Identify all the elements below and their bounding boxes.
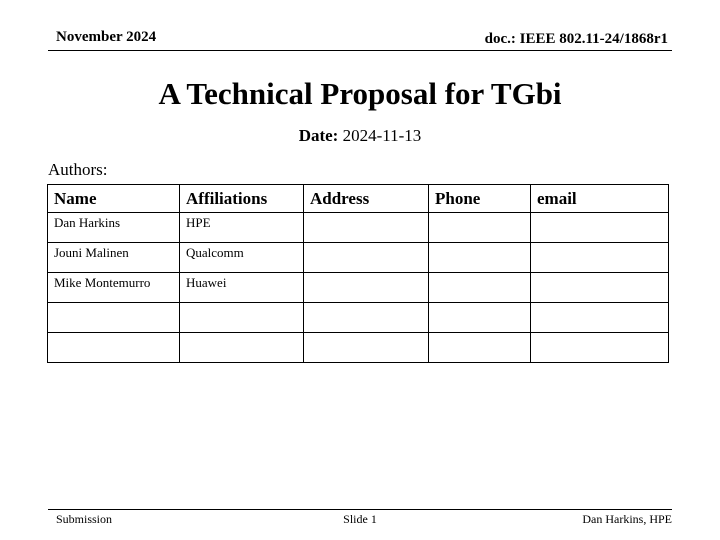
column-header-phone: Phone xyxy=(429,185,531,213)
author-email-cell xyxy=(531,303,669,333)
footer-slide-number: Slide 1 xyxy=(343,512,377,526)
header-doc-id: doc.: IEEE 802.11-24/1868r1 xyxy=(484,31,668,47)
author-address-cell xyxy=(304,333,429,363)
column-header-address: Address xyxy=(304,185,429,213)
table-row xyxy=(48,243,669,273)
authors-label: Authors: xyxy=(48,160,108,179)
footer-submission: Submission xyxy=(56,512,113,526)
author-affiliation-cell: Qualcomm xyxy=(180,243,304,273)
author-address-cell xyxy=(304,303,429,333)
author-email-cell xyxy=(531,273,669,303)
author-name-cell: Dan Harkins xyxy=(48,213,180,243)
table-row xyxy=(48,213,669,243)
author-name-cell: Mike Montemurro xyxy=(48,273,180,303)
column-header-affiliations: Affiliations xyxy=(180,185,304,213)
table-row xyxy=(48,273,669,303)
date-label: Date: xyxy=(298,126,339,145)
author-affiliation-cell: HPE xyxy=(180,213,304,243)
author-address-cell xyxy=(304,273,429,303)
header-date: November 2024 xyxy=(56,29,157,45)
author-name-cell: Jouni Malinen xyxy=(48,243,180,273)
author-affiliation-cell xyxy=(180,333,304,363)
author-name-cell xyxy=(48,333,180,363)
author-email-cell xyxy=(531,333,669,363)
authors-table xyxy=(47,184,669,363)
author-phone-cell xyxy=(429,333,531,363)
author-address-cell xyxy=(304,213,429,243)
slide-title: A Technical Proposal for TGbi xyxy=(158,76,562,111)
column-header-email: email xyxy=(531,185,669,213)
footer-divider xyxy=(48,509,672,510)
author-email-cell xyxy=(531,213,669,243)
table-row xyxy=(48,303,669,333)
author-phone-cell xyxy=(429,303,531,333)
table-row xyxy=(48,333,669,363)
date-line xyxy=(0,126,720,146)
header-divider xyxy=(48,50,672,51)
author-phone-cell xyxy=(429,213,531,243)
author-name-cell xyxy=(48,303,180,333)
author-address-cell xyxy=(304,243,429,273)
date-value: 2024-11-13 xyxy=(342,126,422,145)
footer-author: Dan Harkins, HPE xyxy=(582,512,672,526)
author-phone-cell xyxy=(429,243,531,273)
author-affiliation-cell xyxy=(180,303,304,333)
table-header-row xyxy=(48,185,669,213)
author-phone-cell xyxy=(429,273,531,303)
author-affiliation-cell: Huawei xyxy=(180,273,304,303)
column-header-name: Name xyxy=(48,185,180,213)
author-email-cell xyxy=(531,243,669,273)
